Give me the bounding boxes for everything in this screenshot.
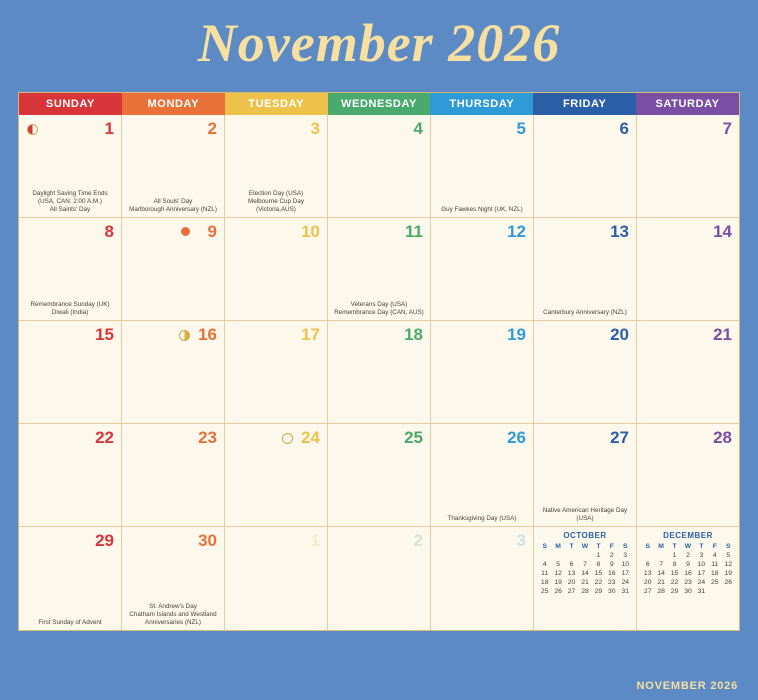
mini-dow: W <box>684 543 692 550</box>
mini-day <box>654 551 667 560</box>
mini-day: 26 <box>554 588 562 595</box>
mini-day: 17 <box>697 570 706 577</box>
mini-day: 4 <box>712 552 717 559</box>
day-number: 12 <box>507 222 526 241</box>
mini-day: 23 <box>684 579 692 586</box>
calendar-day-cell[interactable] <box>19 321 122 424</box>
mini-day: 1 <box>672 552 677 559</box>
day-number: 11 <box>405 222 423 241</box>
moon-first-quarter-icon <box>179 330 190 341</box>
day-number: 18 <box>404 325 423 344</box>
page-title: November 2026 <box>197 13 561 73</box>
mini-day: 21 <box>581 579 589 586</box>
calendar-day-cell[interactable] <box>122 527 225 630</box>
calendar-day-cell[interactable] <box>328 115 431 218</box>
mini-day: 2 <box>686 552 690 559</box>
mini-month-october[interactable] <box>534 527 637 630</box>
mini-day: 9 <box>609 561 614 568</box>
mini-day: 11 <box>711 561 719 568</box>
mini-day: 25 <box>540 588 549 595</box>
mini-day: 28 <box>657 588 665 595</box>
mini-day: 9 <box>686 561 690 568</box>
mini-day: 16 <box>684 570 692 577</box>
day-number: 26 <box>507 428 526 447</box>
mini-day: 15 <box>594 570 603 577</box>
calendar-day-cell[interactable] <box>534 424 637 527</box>
mini-day: 30 <box>608 588 616 595</box>
day-events: Canterbury Anniversary (NZL) <box>543 309 627 316</box>
mini-dow: S <box>622 543 628 550</box>
day-events: Veterans Day (USA) Remembrance Day (CAN, AUS) <box>334 301 424 316</box>
mini-month-table <box>641 542 735 596</box>
calendar-day-cell[interactable] <box>19 424 122 527</box>
calendar-week-row <box>19 321 739 424</box>
day-events: Thanksgiving Day (USA) <box>447 515 517 522</box>
mini-day <box>578 551 591 560</box>
mini-day: 13 <box>643 570 652 577</box>
day-number: 27 <box>610 428 629 447</box>
mini-day: 8 <box>596 561 601 568</box>
mini-dow: F <box>712 543 717 550</box>
mini-day: 6 <box>569 561 574 568</box>
calendar-day-cell[interactable] <box>122 321 225 424</box>
mini-day: 29 <box>670 588 679 595</box>
mini-day: 23 <box>608 579 616 586</box>
mini-month-table <box>538 542 632 596</box>
day-number: 28 <box>713 428 732 447</box>
mini-day: 31 <box>621 588 630 595</box>
mini-month-december[interactable] <box>637 527 739 630</box>
day-number: 10 <box>301 222 320 241</box>
mini-day: 5 <box>556 561 561 568</box>
day-number: 29 <box>95 531 114 550</box>
mini-day: 18 <box>540 579 549 586</box>
calendar-day-cell[interactable] <box>431 424 534 527</box>
calendar-day-cell[interactable] <box>534 321 637 424</box>
day-events: All Souls' Day Marlborough Anniversary (NZL) <box>129 198 217 213</box>
day-number: 17 <box>301 325 320 344</box>
day-number: 14 <box>713 222 732 241</box>
calendar-day-cell[interactable] <box>637 424 739 527</box>
mini-day: 18 <box>711 570 719 577</box>
day-number: 1 <box>104 119 114 138</box>
calendar-day-cell[interactable] <box>19 527 122 630</box>
mini-day <box>708 587 721 596</box>
weekday-header-saturday: SATURDAY <box>636 93 739 115</box>
mini-day: 2 <box>609 552 614 559</box>
calendar-day-cell[interactable] <box>431 218 534 321</box>
mini-dow: T <box>672 543 677 550</box>
mini-day: 29 <box>594 588 603 595</box>
mini-day: 16 <box>608 570 616 577</box>
calendar-day-cell[interactable] <box>637 115 739 218</box>
mini-day: 19 <box>724 570 733 577</box>
day-number: 5 <box>516 119 526 138</box>
day-number: 3 <box>310 119 320 138</box>
mini-day: 3 <box>699 552 704 559</box>
calendar-day-cell[interactable] <box>637 321 739 424</box>
mini-day: 19 <box>554 579 562 586</box>
calendar-day-cell[interactable] <box>637 218 739 321</box>
calendar-day-cell[interactable] <box>328 424 431 527</box>
mini-day: 1 <box>596 552 601 559</box>
mini-day: 20 <box>643 579 652 586</box>
day-number: 3 <box>516 531 526 550</box>
calendar-day-cell[interactable] <box>431 321 534 424</box>
mini-month-title: OCTOBER <box>563 531 607 540</box>
weekday-header-monday: MONDAY <box>122 93 225 115</box>
mini-day: 24 <box>697 579 706 586</box>
mini-dow: S <box>725 543 731 550</box>
day-events: First Sunday of Advent <box>38 619 102 626</box>
calendar-day-cell[interactable] <box>225 321 328 424</box>
calendar-day-cell[interactable] <box>534 218 637 321</box>
day-number: 30 <box>198 531 217 550</box>
weekday-header-tuesday: TUESDAY <box>225 93 328 115</box>
footer-label: NOVEMBER 2026 <box>636 680 738 692</box>
calendar-day-cell[interactable] <box>122 218 225 321</box>
day-events: Guy Fawkes Night (UK, NZL) <box>441 206 523 213</box>
day-events: St. Andrew's Day Chatham Islands and Westland Anniversaries (NZL) <box>129 603 217 626</box>
day-number: 19 <box>507 325 526 344</box>
day-number: 4 <box>413 119 423 138</box>
weekday-header-friday: FRIDAY <box>533 93 636 115</box>
mini-month-body <box>538 531 632 596</box>
mini-day <box>722 587 735 596</box>
day-number: 6 <box>619 119 629 138</box>
mini-day: 8 <box>672 561 677 568</box>
mini-day: 31 <box>697 588 706 595</box>
mini-day: 14 <box>581 570 589 577</box>
moon-full-icon <box>282 433 293 444</box>
mini-day: 5 <box>726 552 731 559</box>
mini-day: 27 <box>567 588 576 595</box>
day-number: 21 <box>713 325 732 344</box>
day-number: 13 <box>610 222 629 241</box>
day-number: 2 <box>207 119 217 138</box>
calendar-day-cell[interactable] <box>431 527 534 630</box>
day-number: 22 <box>95 428 114 447</box>
calendar-grid <box>18 92 740 631</box>
day-number: 9 <box>207 222 217 241</box>
calendar-week-row <box>19 115 739 218</box>
calendar-day-cell[interactable] <box>431 115 534 218</box>
day-number: 16 <box>198 325 217 344</box>
day-number: 25 <box>404 428 423 447</box>
calendar-week-row <box>19 424 739 527</box>
mini-day: 10 <box>697 561 706 568</box>
mini-day <box>641 551 654 560</box>
mini-day <box>565 551 578 560</box>
day-number: 2 <box>413 531 423 550</box>
mini-day: 25 <box>711 579 719 586</box>
mini-month-body <box>641 531 735 596</box>
calendar-day-cell[interactable] <box>122 115 225 218</box>
mini-day: 7 <box>659 561 664 568</box>
mini-day: 15 <box>670 570 679 577</box>
mini-day: 17 <box>621 570 630 577</box>
mini-day: 28 <box>581 588 589 595</box>
calendar-day-cell[interactable] <box>328 218 431 321</box>
day-number: 1 <box>310 531 320 550</box>
calendar-day-cell[interactable] <box>328 527 431 630</box>
mini-dow: T <box>569 543 574 550</box>
day-number: 24 <box>301 428 320 447</box>
weekday-header-thursday: THURSDAY <box>430 93 533 115</box>
mini-dow: W <box>581 543 589 550</box>
calendar-day-cell[interactable] <box>328 321 431 424</box>
mini-dow: M <box>555 543 561 550</box>
weekday-header-sunday: SUNDAY <box>19 93 122 115</box>
calendar-day-cell[interactable] <box>225 424 328 527</box>
calendar-weeks <box>19 115 739 630</box>
mini-day: 21 <box>657 579 665 586</box>
calendar-week-row <box>19 218 739 321</box>
mini-day: 4 <box>542 561 547 568</box>
calendar-day-cell[interactable] <box>534 115 637 218</box>
mini-day: 6 <box>645 561 650 568</box>
mini-day: 11 <box>541 570 549 577</box>
calendar-day-cell[interactable] <box>19 218 122 321</box>
weekday-header-wednesday: WEDNESDAY <box>328 93 431 115</box>
day-number: 15 <box>95 325 114 344</box>
mini-day: 27 <box>643 588 652 595</box>
mini-day: 12 <box>554 570 562 577</box>
mini-day <box>538 551 551 560</box>
mini-dow: T <box>596 543 601 550</box>
mini-day: 10 <box>621 561 630 568</box>
mini-dow: F <box>609 543 614 550</box>
day-number: 20 <box>610 325 629 344</box>
calendar-day-cell[interactable] <box>19 115 122 218</box>
mini-day: 24 <box>621 579 630 586</box>
calendar-day-cell[interactable] <box>225 527 328 630</box>
day-events: Election Day (USA) Melbourne Cup Day (Victoria,AUS) <box>247 190 304 213</box>
day-number: 8 <box>104 222 114 241</box>
mini-day: 26 <box>724 579 733 586</box>
mini-day: 20 <box>567 579 576 586</box>
day-number: 7 <box>722 119 732 138</box>
moon-new-icon <box>181 227 190 236</box>
mini-day <box>551 551 564 560</box>
calendar-day-cell[interactable] <box>122 424 225 527</box>
mini-day: 22 <box>670 579 679 586</box>
day-events: Remembrance Sunday (UK) Diwali (India) <box>30 301 110 316</box>
moon-last-quarter-icon <box>27 124 38 135</box>
mini-month-title: DECEMBER <box>663 531 713 540</box>
weekday-header-row <box>19 93 739 115</box>
calendar-week-row <box>19 527 739 630</box>
mini-dow: S <box>645 543 650 550</box>
mini-day: 30 <box>684 588 692 595</box>
mini-dow: M <box>658 543 664 550</box>
mini-day: 12 <box>724 561 733 568</box>
day-events: Daylight Saving Time Ends (USA, CAN: 2:00 A.M.) All Saints' Day <box>32 190 108 213</box>
mini-day: 22 <box>594 579 603 586</box>
mini-day: 7 <box>583 561 587 568</box>
mini-day: 3 <box>623 552 628 559</box>
mini-day: 14 <box>657 570 665 577</box>
mini-dow: T <box>699 543 704 550</box>
mini-dow: S <box>542 543 547 550</box>
day-number: 23 <box>198 428 217 447</box>
day-events: Native American Heritage Day (USA) <box>542 507 628 522</box>
mini-day: 13 <box>567 570 576 577</box>
calendar-day-cell[interactable] <box>225 115 328 218</box>
calendar-day-cell[interactable] <box>225 218 328 321</box>
